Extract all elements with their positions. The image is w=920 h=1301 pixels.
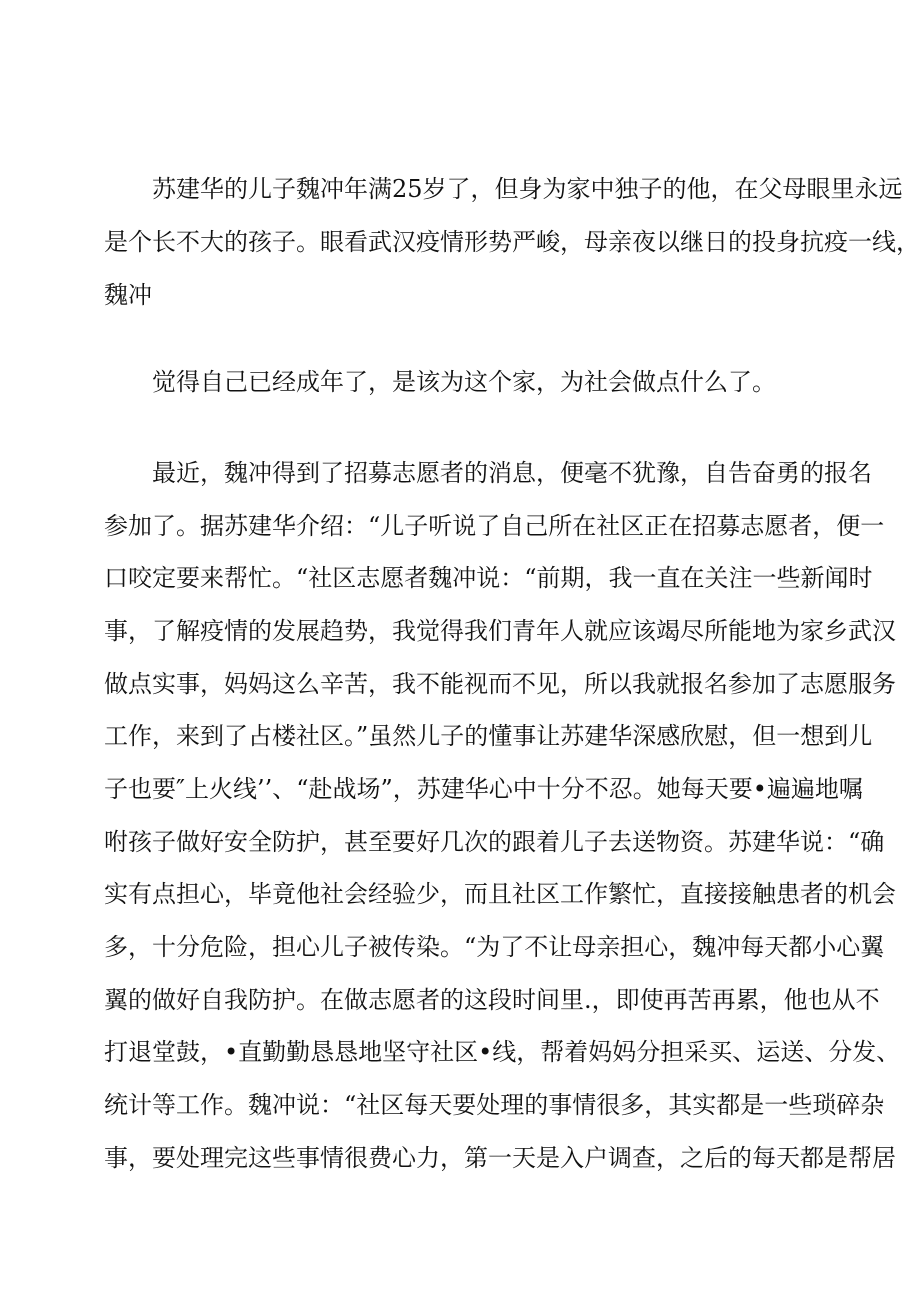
paragraph-1-line-2: 是个长不大的孩子。眼看武汉疫情形势严峻，母亲夜以继日的投身抗疫一线， [104, 228, 920, 256]
paragraph-3-line-9: 实有点担心，毕竟他社会经验少，而且社区工作繁忙，直接接触患者的机会 [104, 880, 896, 908]
paragraph-3-line-5: 做点实事，妈妈这么辛苦，我不能视而不见，所以我就报名参加了志愿服务 [104, 670, 896, 698]
paragraph-3-line-14: 事，要处理完这些事情很费心力，第一天是入户调查，之后的每天都是帮居 [104, 1144, 896, 1172]
paragraph-3-line-1: 最近，魏冲得到了招募志愿者的消息，便毫不犹豫，自告奋勇的报名 [152, 459, 872, 487]
paragraph-3-line-6: 工作，来到了占楼社区。”虽然儿子的懂事让苏建华深感欣慰，但一想到儿 [104, 722, 873, 750]
paragraph-3-line-10: 多，十分危险，担心儿子被传染。“为了不让母亲担心，魏冲每天都小心翼 [104, 933, 885, 961]
paragraph-3-line-12: 打退堂鼓，•直勤勤恳恳地坚守社区•线，帮着妈妈分担采买、运送、分发、 [104, 1038, 901, 1066]
paragraph-3-line-7: 子也要″上火线’’、“赴战场”，苏建华心中十分不忍。她每天要•遍遍地嘱 [104, 775, 863, 803]
paragraph-3-line-3: 口咬定要来帮忙。“社区志愿者魏冲说：“前期，我一直在关注一些新闻时 [104, 564, 873, 592]
paragraph-3-line-4: 事，了解疫情的发展趋势，我觉得我们青年人就应该竭尽所能地为家乡武汉 [104, 617, 896, 645]
paragraph-3-line-8: 咐孩子做好安全防护，甚至要好几次的跟着儿子去送物资。苏建华说：“确 [104, 828, 885, 856]
paragraph-3-line-13: 统计等工作。魏冲说：“社区每天要处理的事情很多，其实都是一些琐碎杂 [104, 1091, 885, 1119]
paragraph-3-line-2: 参加了。据苏建华介绍：“儿子听说了自己所在社区正在招募志愿者，便一 [104, 512, 885, 540]
paragraph-3-line-11: 翼的做好自我防护。在做志愿者的这段时间里.，即使再苦再累，他也从不 [104, 986, 880, 1014]
paragraph-1-line-3: 魏冲 [104, 281, 152, 309]
paragraph-1-line-1: 苏建华的儿子魏冲年满25岁了，但身为家中独子的他，在父母眼里永远 [152, 175, 903, 203]
paragraph-2-line-1: 觉得自己已经成年了，是该为这个家，为社会做点什么了。 [152, 368, 776, 396]
